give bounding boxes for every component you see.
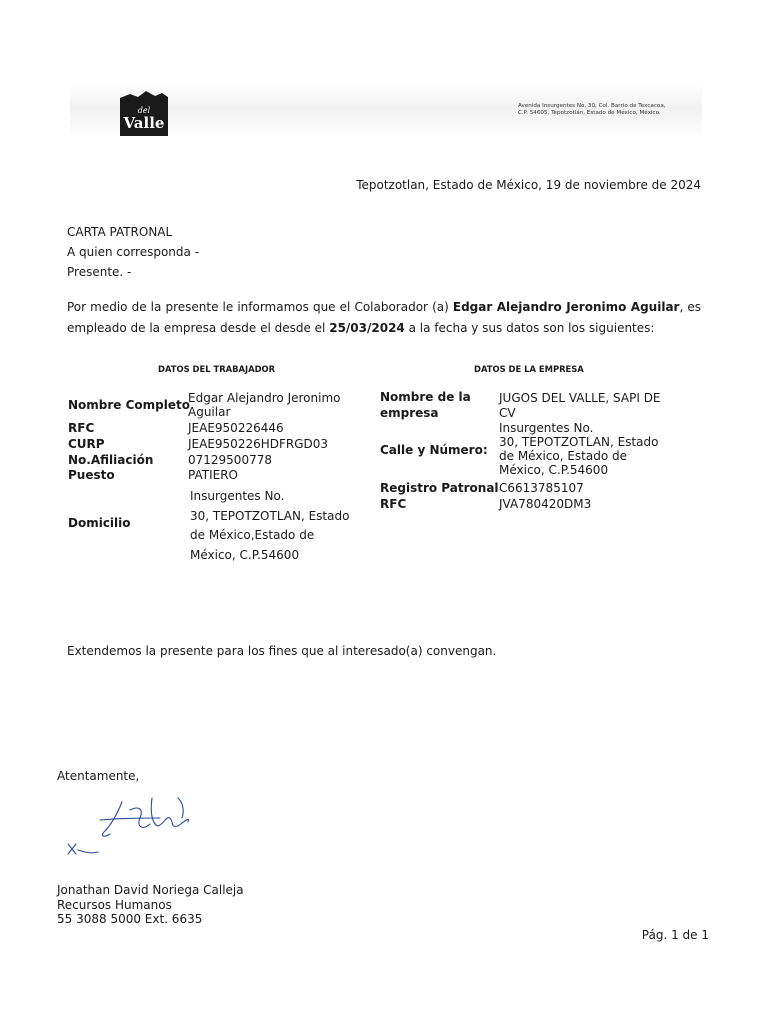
worker-puesto-value: PATIERO	[188, 468, 238, 482]
company-calle-value	[499, 421, 658, 477]
body-text-1: Por medio de la presente le informamos que el Colaborador (a)	[67, 300, 453, 314]
company-registro-value: C6613785107	[499, 481, 584, 495]
start-date: 25/03/2024	[329, 321, 405, 335]
letter-title: CARTA PATRONAL	[67, 225, 173, 239]
worker-nss-label: No.Afiliación	[68, 453, 154, 467]
presente: Presente. -	[67, 265, 132, 279]
page-number: Pág. 1 de 1	[641, 928, 709, 942]
closing-text: Extendemos la presente para los fines que al interesado(a) convengan.	[67, 644, 497, 658]
company-registro-label: Registro Patronal	[380, 481, 499, 495]
del-valle-logo	[118, 88, 170, 138]
brand-top: del	[137, 106, 151, 115]
signer-phone: 55 3088 5000 Ext. 6635	[57, 912, 203, 926]
greeting: A quien corresponda -	[67, 245, 200, 259]
worker-curp-label: CURP	[68, 437, 105, 451]
worker-domicilio-line: México, C.P.54600	[190, 547, 300, 562]
employee-name: Edgar Alejandro Jeronimo Aguilar	[452, 300, 680, 314]
body-paragraph	[67, 297, 701, 339]
worker-section-title: DATOS DEL TRABAJADOR	[158, 364, 276, 374]
address-line-1: Avenida Insurgentes No. 30, Col. Barrio de Texcacoa,	[518, 103, 666, 109]
worker-nss-value: 07129500778	[188, 453, 272, 467]
signer-block	[57, 883, 244, 927]
signer-name: Jonathan David Noriega Calleja	[57, 883, 244, 897]
company-address	[518, 103, 666, 117]
letter-date: Tepotzotlan, Estado de México, 19 de noviembre de 2024	[356, 178, 701, 192]
company-name-label-line: empresa	[380, 405, 439, 420]
company-calle-line: México, C.P.54600	[499, 463, 609, 477]
company-name-label	[380, 390, 471, 421]
company-name-label-line: Nombre de la	[380, 390, 471, 404]
worker-domicilio-line: de México,Estado de	[190, 528, 315, 542]
worker-rfc-label: RFC	[68, 421, 95, 435]
company-calle-line: Insurgentes No.	[499, 421, 594, 435]
worker-rfc-value: JEAE950226446	[188, 421, 284, 435]
signer-department: Recursos Humanos	[57, 897, 172, 912]
brand-main: Valle	[123, 114, 165, 132]
atentamente: Atentamente,	[57, 769, 140, 783]
worker-name-label: Nombre Completo	[68, 398, 190, 412]
worker-domicilio-line: 30, TEPOTZOTLAN, Estado	[190, 508, 350, 523]
worker-name-value: Edgar Alejandro Jeronimo Aguilar	[188, 391, 341, 419]
company-calle-line: 30, TEPOTZOTLAN, Estado	[499, 435, 659, 449]
company-calle-label: Calle y Número:	[380, 443, 488, 457]
company-name-value: JUGOS DEL VALLE, SAPI DE CV	[499, 391, 661, 420]
body-text-3: a la fecha y sus datos son los siguientes:	[404, 321, 655, 335]
worker-puesto-label: Puesto	[68, 468, 115, 482]
worker-curp-value: JEAE950226HDFRGD03	[188, 437, 329, 451]
company-section-title: DATOS DE LA EMPRESA	[474, 364, 584, 374]
worker-domicilio-value	[190, 487, 349, 565]
handwritten-signature	[60, 788, 225, 868]
worker-domicilio-label: Domicilio	[68, 516, 131, 530]
address-line-2: C.P. 54605, Tepotzotlán, Estado de México, México.	[518, 110, 661, 116]
worker-domicilio-line: Insurgentes No.	[190, 489, 285, 503]
body-text-2: , es empleado de la empresa desde el desde el	[67, 300, 702, 335]
company-rfc-label: RFC	[380, 497, 407, 511]
company-calle-line: de México, Estado de	[499, 449, 628, 463]
company-rfc-value: JVA780420DM3	[499, 497, 592, 511]
